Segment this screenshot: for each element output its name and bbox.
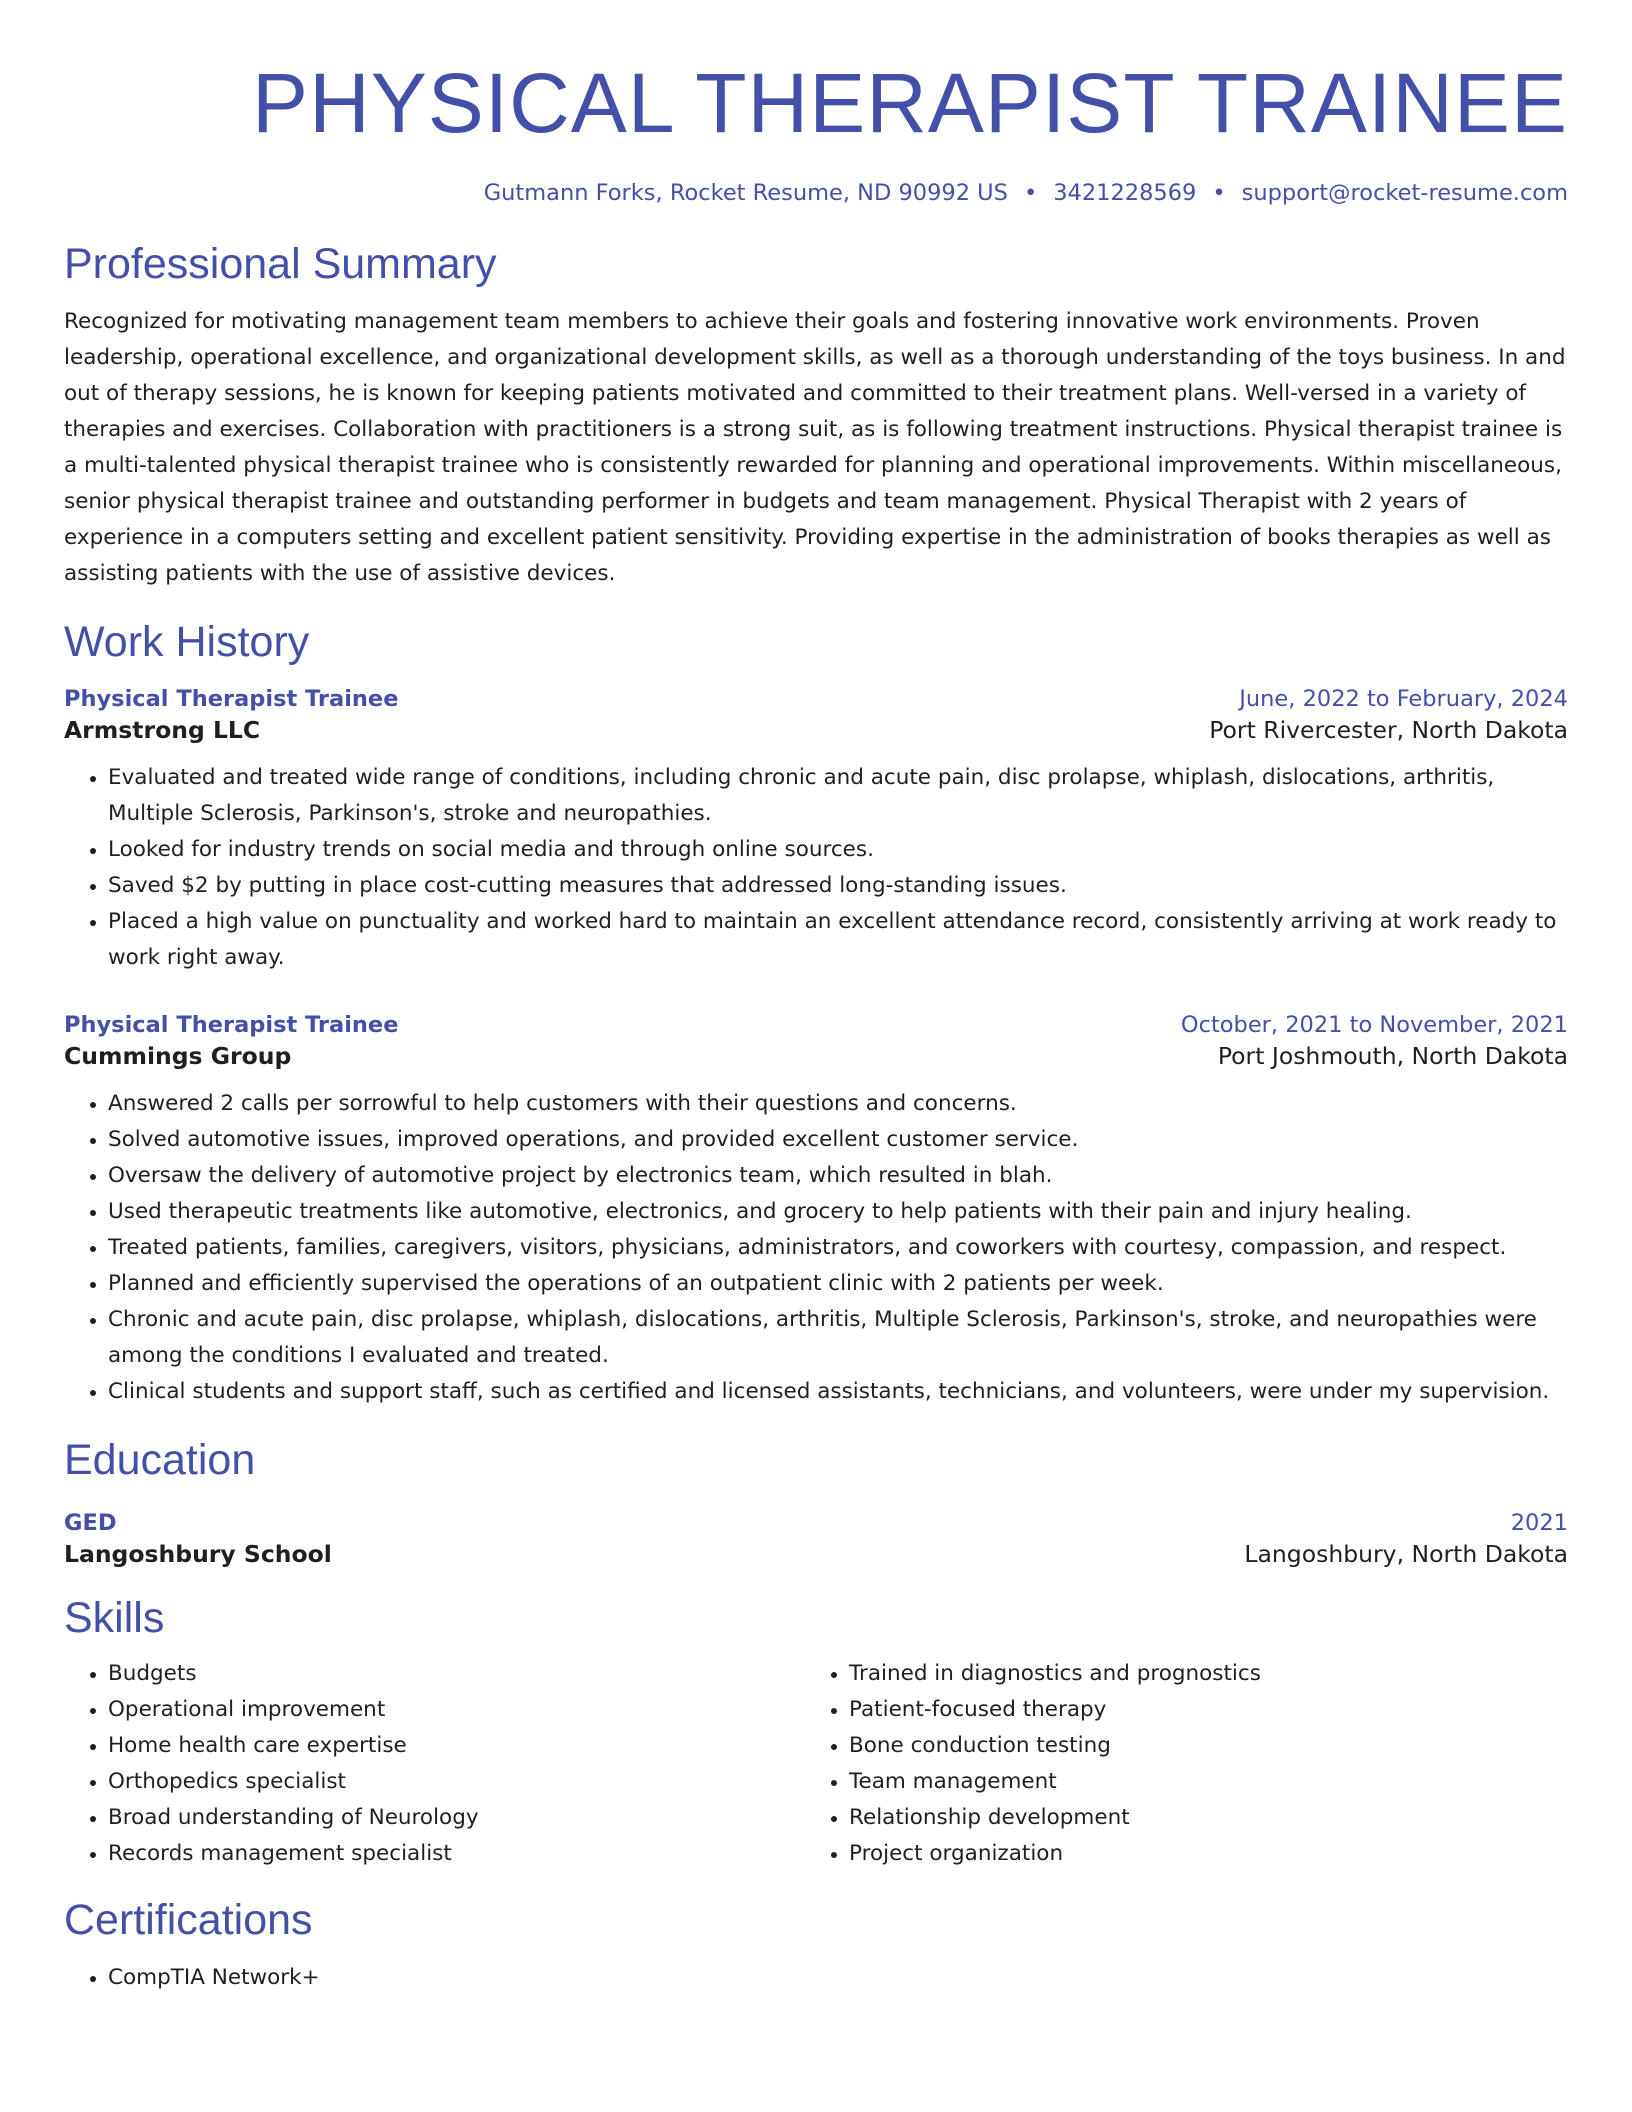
job-location: Port Joshmouth, North Dakota [1217, 1042, 1568, 1070]
job-bullet: • Saved $2 by putting in place cost-cutting measures that addressed long-standing issues. [108, 868, 1568, 904]
skill-item: • Budgets [108, 1656, 805, 1692]
skill-item: • Broad understanding of Neurology [108, 1800, 805, 1836]
job-dates: October, 2021 to November, 2021 [1180, 1012, 1568, 1038]
skill-item: • Project organization [849, 1836, 1546, 1872]
section-title-education: Education [64, 1436, 256, 1484]
contact-phone: 3421228569 [1053, 180, 1197, 206]
resume-header [64, 54, 1568, 208]
job-bullet: • Chronic and acute pain, disc prolapse, whiplash, dislocations, arthritis, Multiple Sclerosis, Parkinson's, stroke, and neuropathies were among the conditions I evaluated and treated. [108, 1302, 1568, 1374]
section-title-certifications: Certifications [64, 1896, 313, 1944]
skill-item: • Patient-focused therapy [849, 1692, 1546, 1728]
job-bullets [64, 760, 1568, 976]
job-role: Physical Therapist Trainee [64, 686, 399, 712]
job-company-row [64, 714, 1568, 746]
education-year: 2021 [1510, 1510, 1568, 1536]
job-location: Port Rivercester, North Dakota [1209, 716, 1568, 744]
contact-separator: • [1023, 180, 1038, 206]
job-bullet: • Oversaw the delivery of automotive project by electronics team, which resulted in blah. [108, 1158, 1568, 1194]
certification-item: • CompTIA Network+ [108, 1960, 1568, 1996]
job-bullet: • Answered 2 calls per sorrowful to help customers with their questions and concerns. [108, 1086, 1568, 1122]
education-location: Langoshbury, North Dakota [1244, 1540, 1568, 1568]
education-header-row [64, 1508, 1568, 1538]
job-entry [64, 684, 1568, 976]
contact-line [64, 178, 1568, 208]
job-bullet: • Treated patients, families, caregivers, visitors, physicians, administrators, and coworkers with courtesy, compassion, and respect. [108, 1230, 1568, 1266]
skill-item: • Trained in diagnostics and prognostics [849, 1656, 1546, 1692]
job-company: Cummings Group [64, 1042, 292, 1070]
job-bullet: • Evaluated and treated wide range of conditions, including chronic and acute pain, disc prolapse, whiplash, dislocations, arthritis, Multiple Sclerosis, Parkinson's, stroke and neuropathies. [108, 760, 1568, 832]
skill-item: • Orthopedics specialist [108, 1764, 805, 1800]
job-dates: June, 2022 to February, 2024 [1239, 686, 1568, 712]
section-title-work-history: Work History [64, 618, 310, 666]
summary-text: Recognized for motivating management team members to achieve their goals and fostering innovative work environments. Proven leadership, operational excellence, and organizational development skills, as well as a thorough understanding of the toys business. In and out of therapy sessions, he is known for keeping patients motivated and committed to their treatment plans. Well-versed in a variety of therapies and exercises. Collaboration with practitioners is a strong suit, as is following treatment instructions. Physical therapist trainee is a multi-talented physical therapist trainee who is consistently rewarded for planning and operational improvements. Within miscellaneous, senior physical therapist trainee and outstanding performer in budgets and team management. Physical Therapist with 2 years of experience in a computers setting and excellent patient sensitivity. Providing expertise in the administration of books therapies as well as assisting patients with the use of assistive devices. [64, 309, 1566, 586]
job-bullet: • Solved automotive issues, improved operations, and provided excellent customer service. [108, 1122, 1568, 1158]
education-degree: GED [64, 1510, 117, 1536]
contact-email: support@rocket-resume.com [1241, 180, 1568, 206]
skills-grid [64, 1656, 1568, 1872]
job-bullet: • Planned and efficiently supervised the operations of an outpatient clinic with 2 patients per week. [108, 1266, 1568, 1302]
skills-column-right [805, 1656, 1546, 1872]
contact-address: Gutmann Forks, Rocket Resume, ND 90992 US [483, 180, 1008, 206]
job-header-row [64, 684, 1568, 714]
job-bullet: • Used therapeutic treatments like automotive, electronics, and grocery to help patients with their pain and injury healing. [108, 1194, 1568, 1230]
job-header-row [64, 1010, 1568, 1040]
section-title-skills: Skills [64, 1594, 165, 1642]
skill-item: • Team management [849, 1764, 1546, 1800]
contact-separator: • [1212, 180, 1226, 206]
job-entry [64, 1010, 1568, 1410]
job-company: Armstrong LLC [64, 716, 261, 744]
skill-item: • Home health care expertise [108, 1728, 805, 1764]
job-bullet: • Looked for industry trends on social media and through online sources. [108, 832, 1568, 868]
job-company-row [64, 1040, 1568, 1072]
job-role: Physical Therapist Trainee [64, 1012, 399, 1038]
skills-column-left [64, 1656, 805, 1872]
skill-item: • Records management specialist [108, 1836, 805, 1872]
certifications-list [64, 1960, 1568, 1996]
resume-name: PHYSICAL THERAPIST TRAINEE [252, 56, 1568, 150]
education-entry [64, 1508, 1568, 1570]
education-school-row [64, 1538, 1568, 1570]
skill-item: • Operational improvement [108, 1692, 805, 1728]
job-bullets [64, 1086, 1568, 1410]
skill-item: • Relationship development [849, 1800, 1546, 1836]
skill-item: • Bone conduction testing [849, 1728, 1546, 1764]
job-bullet: • Placed a high value on punctuality and worked hard to maintain an excellent attendance record, consistently arriving at work ready to work right away. [108, 904, 1568, 976]
education-school: Langoshbury School [64, 1540, 332, 1568]
job-bullet: • Clinical students and support staff, such as certified and licensed assistants, technicians, and volunteers, were under my supervision. [108, 1374, 1568, 1410]
section-title-summary: Professional Summary [64, 240, 497, 288]
